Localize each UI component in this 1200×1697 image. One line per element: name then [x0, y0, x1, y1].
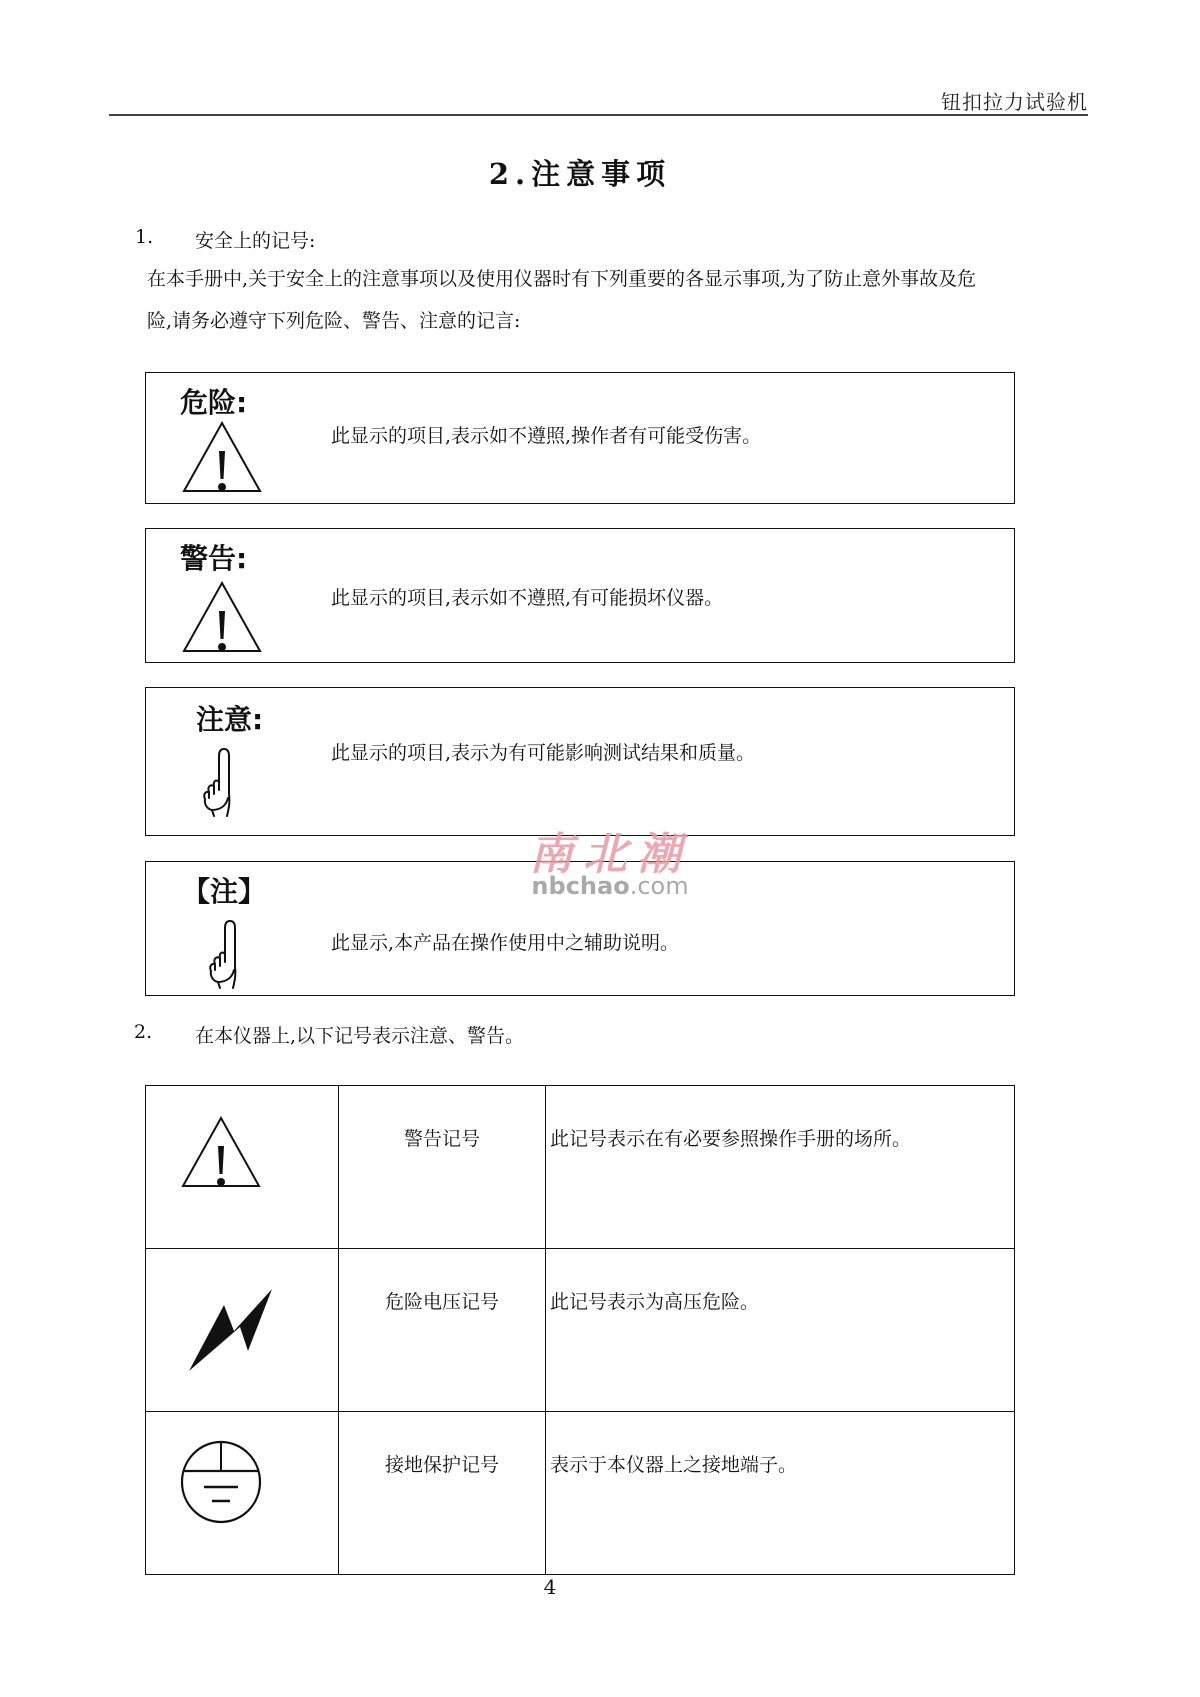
- symbol-name: 危险电压记号: [339, 1249, 546, 1412]
- section-1-number: 1.: [135, 226, 154, 248]
- caution-description: 此显示的项目,表示为有可能影响测试结果和质量。: [331, 742, 756, 764]
- notice-box-warning: [145, 528, 1015, 663]
- symbol-name: 接地保护记号: [339, 1412, 546, 1575]
- danger-label: 危险:: [180, 386, 248, 419]
- warning-description: 此显示的项目,表示如不遵照,有可能损坏仪器。: [331, 587, 724, 609]
- pointing-hand-icon: [206, 918, 250, 990]
- page-title: 2.注意事项: [488, 157, 672, 191]
- symbol-table: [145, 1085, 1015, 1575]
- note-description: 此显示,本产品在操作使用中之辅助说明。: [331, 932, 680, 954]
- warning-triangle-icon: [181, 1116, 261, 1188]
- notice-box-caution: [145, 687, 1015, 836]
- high-voltage-icon: [188, 1287, 274, 1373]
- pointing-hand-icon: [200, 746, 244, 818]
- protective-ground-icon: [180, 1440, 262, 1524]
- table-row: [146, 1086, 1015, 1249]
- symbol-icon-cell: [146, 1086, 339, 1249]
- watermark-en-bold: nbchao: [531, 872, 630, 900]
- section-1-heading: 安全上的记号:: [195, 230, 316, 252]
- note-label: 【注】: [182, 875, 267, 908]
- symbol-description: 此记号表示在有必要参照操作手册的场所。: [546, 1086, 1015, 1249]
- watermark-en-light: .com: [629, 872, 689, 900]
- page-number: 4: [543, 1575, 557, 1599]
- paragraph-line-1: 在本手册中,关于安全上的注意事项以及使用仪器时有下列重要的各显示事项,为了防止意外事故及危: [147, 268, 977, 290]
- notice-box-danger: [145, 372, 1015, 504]
- warning-triangle-icon: [182, 421, 262, 493]
- symbol-icon-cell: [146, 1412, 339, 1575]
- table-row: [146, 1249, 1015, 1412]
- warning-triangle-icon: [182, 581, 262, 653]
- symbol-description: 表示于本仪器上之接地端子。: [546, 1412, 1015, 1575]
- notice-box-note: [145, 861, 1015, 996]
- caution-label: 注意:: [196, 703, 264, 736]
- section-1-paragraph: [147, 258, 1017, 342]
- document-header-title: 钮扣拉力试验机: [941, 90, 1088, 114]
- symbol-icon-cell: [146, 1249, 339, 1412]
- section-2-heading: 在本仪器上,以下记号表示注意、警告。: [195, 1025, 525, 1047]
- watermark-cn: 南北潮: [529, 829, 691, 880]
- symbol-description: 此记号表示为高压危险。: [546, 1249, 1015, 1412]
- header-rule: [109, 114, 1088, 116]
- section-2-number: 2.: [134, 1021, 153, 1043]
- warning-label: 警告:: [180, 542, 248, 575]
- danger-description: 此显示的项目,表示如不遵照,操作者有可能受伤害。: [331, 425, 762, 447]
- paragraph-line-2: 险,请务必遵守下列危险、警告、注意的记言:: [147, 310, 521, 332]
- table-row: [146, 1412, 1015, 1575]
- symbol-name: 警告记号: [339, 1086, 546, 1249]
